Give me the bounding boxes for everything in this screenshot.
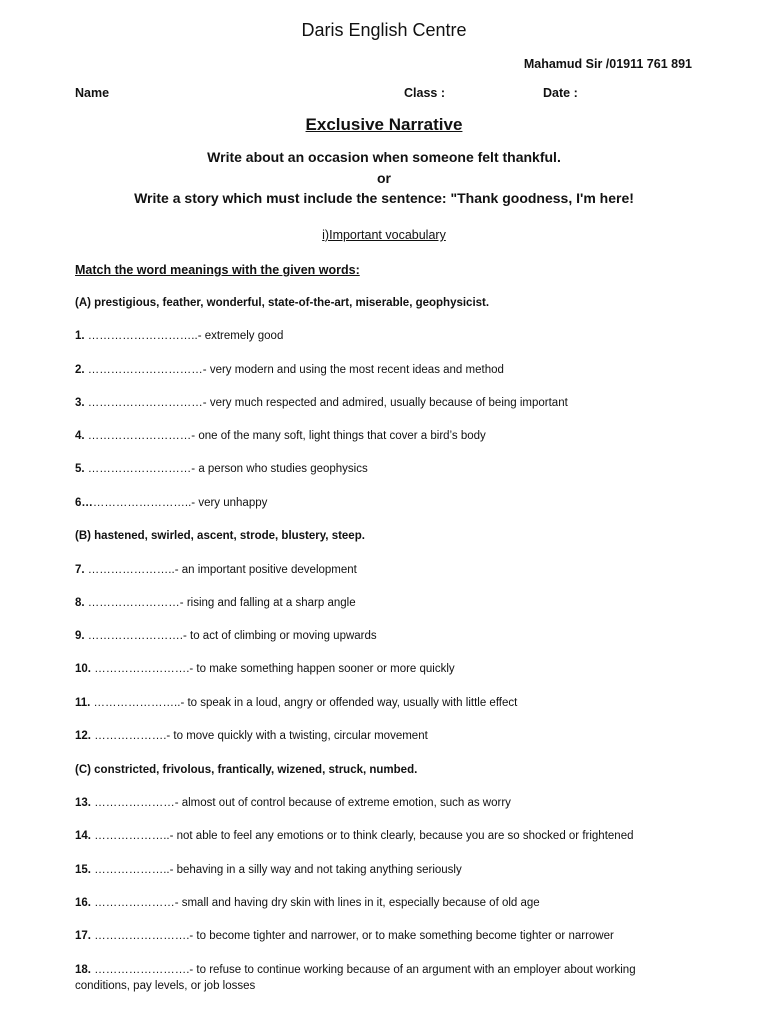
- answer-blank: …………………….: [84, 630, 183, 642]
- teacher-contact: Mahamud Sir /01911 761 891: [523, 57, 692, 71]
- vocab-item: [75, 330, 283, 342]
- item-meaning: - to make something happen sooner or more quickly: [189, 663, 455, 675]
- vocab-item: [75, 697, 517, 709]
- item-number: 16.: [75, 897, 91, 909]
- item-number: 12.: [75, 730, 91, 742]
- instruction: Match the word meanings with the given words:: [75, 263, 360, 277]
- vocab-item: [75, 797, 511, 809]
- group-a-words: (A) prestigious, feather, wonderful, state-of-the-art, miserable, geophysicist.: [75, 297, 490, 309]
- answer-blank: …………………..: [90, 697, 181, 709]
- vocab-item: [75, 730, 428, 742]
- section-heading: i)Important vocabulary: [322, 228, 446, 242]
- vocab-item: [75, 630, 377, 642]
- item-number: 13.: [75, 797, 91, 809]
- item-meaning: - rising and falling at a sharp angle: [179, 597, 356, 609]
- answer-blank: ………………..: [91, 864, 170, 876]
- vocab-item: [75, 364, 504, 376]
- vocab-item: [75, 397, 568, 409]
- vocab-item: [75, 830, 633, 842]
- answer-blank: ………………..: [91, 830, 170, 842]
- name-label: Name: [75, 86, 110, 100]
- item-meaning: - to refuse to continue working because of an argument with an employer about working conditions, pay levels, or job losses: [75, 964, 636, 992]
- group-b-words: (B) hastened, swirled, ascent, strode, blustery, steep.: [75, 530, 365, 542]
- prompt-line-2: Write a story which must include the sentence: "Thank goodness, I'm here!: [134, 190, 634, 206]
- item-number: 3.: [75, 397, 85, 409]
- item-meaning: - very unhappy: [191, 497, 268, 509]
- item-number: 9.: [75, 630, 85, 642]
- vocab-item: [75, 897, 540, 909]
- item-meaning: - to become tighter and narrower, or to make something become tighter or narrower: [189, 930, 614, 942]
- answer-blank: …………………….: [91, 663, 190, 675]
- answer-blank: …………………………: [84, 364, 203, 376]
- item-number: 8.: [75, 597, 85, 609]
- vocab-item: [75, 864, 462, 876]
- answer-blank: ………………………..: [84, 330, 198, 342]
- item-number: 4.: [75, 430, 85, 442]
- vocab-item: [75, 564, 357, 576]
- item-number: 11.: [75, 697, 91, 709]
- date-label: Date :: [543, 86, 578, 100]
- item-number: 18.: [75, 964, 91, 976]
- item-meaning: - an important positive development: [174, 564, 357, 576]
- vocab-item: [75, 663, 455, 675]
- answer-blank: …………………: [91, 897, 175, 909]
- vocab-item: [75, 497, 267, 509]
- item-meaning: - very much respected and admired, usually because of being important: [202, 397, 568, 409]
- vocab-item: [75, 930, 614, 942]
- item-number: 15.: [75, 864, 91, 876]
- item-number: 17.: [75, 930, 91, 942]
- centre-name: Daris English Centre: [301, 20, 467, 40]
- item-meaning: - a person who studies geophysics: [191, 463, 368, 475]
- answer-blank: ………………………: [84, 430, 192, 442]
- answer-blank: …………………………: [84, 397, 203, 409]
- item-number: 1.: [75, 330, 85, 342]
- item-meaning: - to move quickly with a twisting, circular movement: [166, 730, 428, 742]
- item-number: 14.: [75, 830, 91, 842]
- group-c-words: (C) constricted, frivolous, frantically, wizened, struck, numbed.: [75, 764, 418, 776]
- answer-blank: …………………: [91, 797, 175, 809]
- item-number: 6…: [75, 497, 93, 509]
- item-meaning: - one of the many soft, light things that cover a bird’s body: [191, 430, 486, 442]
- item-meaning: - to act of climbing or moving upwards: [182, 630, 377, 642]
- item-number: 7.: [75, 564, 85, 576]
- item-meaning: - small and having dry skin with lines in it, especially because of old age: [174, 897, 540, 909]
- item-meaning: - extremely good: [197, 330, 284, 342]
- vocab-item: [75, 962, 675, 994]
- prompt-or: or: [377, 170, 391, 186]
- class-label: Class :: [404, 86, 445, 100]
- answer-blank: ……………………: [84, 597, 180, 609]
- item-meaning: - very modern and using the most recent ideas and method: [202, 364, 504, 376]
- item-meaning: - behaving in a silly way and not taking anything seriously: [169, 864, 462, 876]
- answer-blank: …………………….: [91, 930, 190, 942]
- item-meaning: - almost out of control because of extreme emotion, such as worry: [174, 797, 511, 809]
- item-meaning: - not able to feel any emotions or to think clearly, because you are so shocked or frightened: [169, 830, 634, 842]
- vocab-item: [75, 597, 356, 609]
- prompt-line-1: Write about an occasion when someone felt thankful.: [207, 149, 561, 165]
- answer-blank: ………………………: [84, 463, 192, 475]
- item-number: 2.: [75, 364, 85, 376]
- item-meaning: - to speak in a loud, angry or offended way, usually with little effect: [180, 697, 518, 709]
- vocab-item: [75, 430, 486, 442]
- item-number: 10.: [75, 663, 91, 675]
- answer-blank: …………………..: [84, 564, 175, 576]
- answer-blank: ……………………..: [92, 497, 192, 509]
- vocab-item: [75, 463, 368, 475]
- document-title: Exclusive Narrative: [305, 115, 463, 134]
- answer-blank: …………………….: [91, 964, 190, 976]
- answer-blank: ……………….: [91, 730, 167, 742]
- item-number: 5.: [75, 463, 85, 475]
